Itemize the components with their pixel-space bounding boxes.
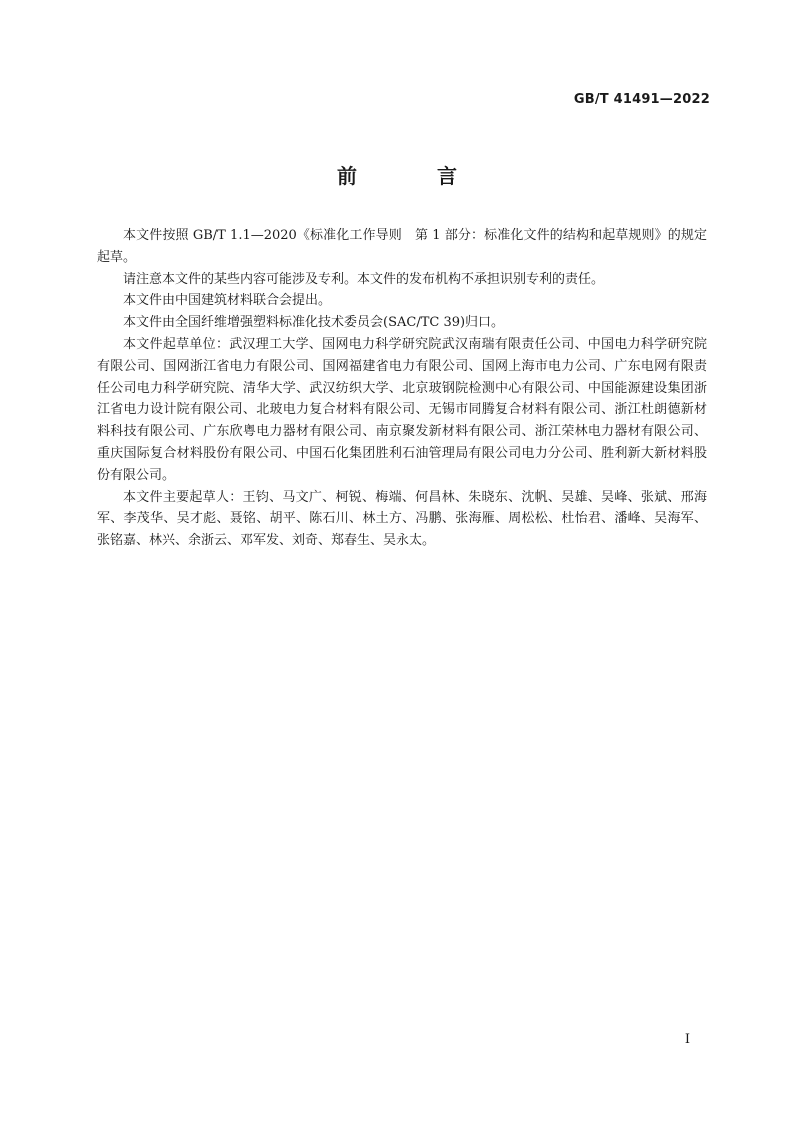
document-body	[97, 225, 707, 552]
paragraph-drafting-rules: 本文件按照 GB/T 1.1—2020《标准化工作导则 第 1 部分：标准化文件的结构和起草规则》的规定起草。	[97, 228, 707, 265]
paragraph-proposer: 本文件由中国建筑材料联合会提出。	[123, 293, 332, 309]
paragraph-patent-notice: 请注意本文件的某些内容可能涉及专利。本文件的发布机构不承担识别专利的责任。	[123, 271, 605, 287]
page-number: I	[684, 1032, 690, 1047]
standard-number: GB/T 41491—2022	[573, 92, 710, 107]
paragraph-committee: 本文件由全国纤维增强塑料标准化技术委员会(SAC/TC 39)归口。	[123, 315, 505, 331]
page-title: 前 言	[337, 164, 487, 188]
paragraph-drafters: 本文件主要起草人：王钧、马文广、柯锐、梅端、何昌林、朱晓东、沈帆、吴雄、吴峰、张斌、邢海军、李茂华、吴才彪、聂铭、胡平、陈石川、林土方、冯鹏、张海雁、周松松、杜怡君、潘峰、吴海军、张铭嘉、林兴、余浙云、邓军发、刘奇、郑春生、吴永太。	[97, 489, 707, 549]
paragraph-drafting-units: 本文件起草单位：武汉理工大学、国网电力科学研究院武汉南瑞有限责任公司、中国电力科学研究院有限公司、国网浙江省电力有限公司、国网福建省电力有限公司、国网上海市电力公司、广东电网有限责任公司电力科学研究院、清华大学、武汉纺织大学、北京玻钢院检测中心有限公司、中国能源建设集团浙江省电力设计院有限公司、北玻电力复合材料有限公司、无锡市同腾复合材料有限公司、浙江杜朗德新材料科技有限公司、广东欣粤电力器材有限公司、南京聚发新材料有限公司、浙江荣林电力器材有限公司、重庆国际复合材料股份有限公司、中国石化集团胜利石油管理局有限公司电力分公司、胜利新大新材料股份有限公司。	[97, 336, 707, 483]
